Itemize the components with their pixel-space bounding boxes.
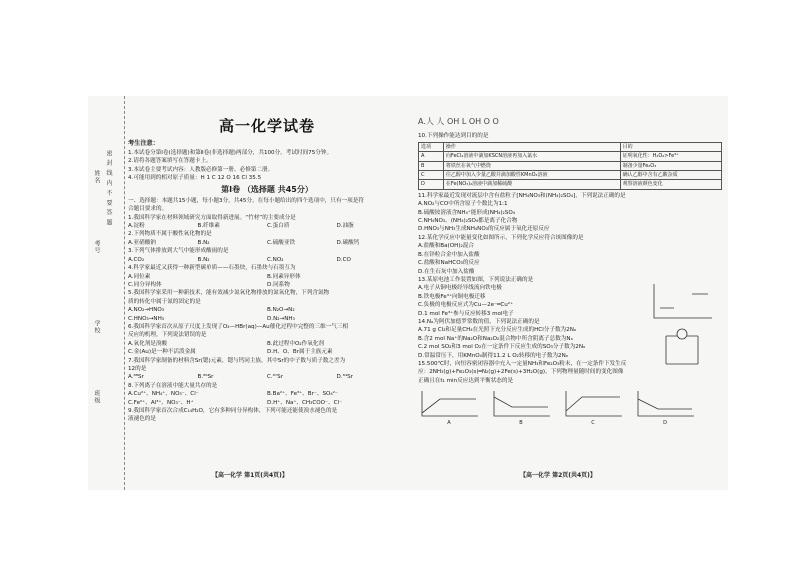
notice-line: 4.可能用到的相对原子质量：H 1 C 12 O 16 Cl 35.5 [128, 175, 262, 182]
option: B.N₂ [197, 256, 210, 263]
question-options [128, 239, 406, 247]
question-stem: 5.我国科学家采用一种新技术，能有效减少氮氧化物排放的氮氧化物，下列含氮物 [128, 290, 330, 297]
graph-c [562, 389, 624, 419]
notice-line: 2.请将各题答案填写在答题卡上。 [128, 158, 212, 165]
q14-line: C.2 mol SO₂和3 mol O₂在一定条件下反应生成的SO₃分子数为2Nₐ [418, 344, 586, 351]
question-stem: 12的是 [128, 365, 147, 372]
left-column [128, 112, 406, 424]
binding-text-seal: 密 封 线 内 不 要 答 题 [105, 150, 112, 227]
q11-line: 11.科学家最近发现对流层中含有盐粒子[NH₄NO₃和(NH₄)₂SO₄]，下列说法正确的是 [418, 192, 626, 199]
q12-line: C.盐酸和NaHCO₃的反应 [418, 260, 480, 267]
q11-line: D.HNO₃与NH₃生成NH₄NO₃的反应属于氧化还原反应 [418, 226, 550, 233]
graph-b [490, 389, 552, 419]
table-cell: D [419, 180, 444, 189]
graph-label: D [663, 420, 667, 427]
q12-line: B.在锌粒合金中加入盐酸 [418, 251, 480, 258]
table-cell: 制备少量Fe₂O₃ [620, 161, 721, 170]
option: B.此过程中O₂作氧化剂 [267, 340, 325, 347]
question-stem: 液褪色的是 [128, 416, 156, 423]
table-cell: 证明氧化性：H₂O₂>Fe³⁺ [620, 152, 721, 161]
instruction-line: 一、选择题：本题共15小题，每小题3分，共45分。在每小题给出的四个选项中，只有一项是符 [128, 197, 364, 204]
table-cell: 将铁丝在氧气中燃烧 [443, 161, 620, 170]
q11-line: A.NO₂与CO中所含原子个数比为1:1 [418, 201, 508, 208]
q14-line: 14.Nₐ为阿伏加德罗常数的值，下列说法正确的是 [418, 318, 540, 325]
q13-line: A.电子从铜电极经导线流向铁电极 [418, 285, 502, 292]
page-footer-right: 【高一化学 第2页(共4页)】 [520, 472, 596, 479]
question-options [128, 390, 406, 407]
option: D.同系物 [267, 281, 290, 288]
option: B.同素异形体 [267, 273, 301, 280]
graph-label: A [447, 420, 451, 427]
table-cell: C [419, 171, 444, 180]
option: A.NO₂→HNO₃ [128, 307, 165, 314]
right-column [418, 118, 722, 428]
notice-line: 3.本试卷主要考试内容：人教版必修第一册、必修第二册。 [128, 166, 274, 173]
q11-line: C.NH₄NO₃、(NH₄)₂SO₄都是离子化合物 [418, 218, 518, 225]
binding-text-name: 姓名 [93, 170, 100, 184]
question-stem: 9.我国科学家首次合成C₁₄H₂O，它有多种同分异构体，下列可能还能使溴水褪色的是 [128, 408, 338, 414]
q14-line: D.常温常压下，用KMnO₄制得11.2 L O₂转移的电子数为2Nₐ [418, 352, 568, 359]
structure-formulas: A.人 人 OH L OH O O [418, 117, 499, 126]
option: C.同分异构体 [128, 281, 162, 288]
q14-line: A.71 g Cl₂和足量CH₄在光照下充分反应生成的HCl分子数为2Nₐ [418, 327, 577, 334]
table-cell: 在Fe(NO₃)₂溶液中滴加稀硫酸 [443, 180, 620, 189]
q12-line: A.盐酸和Ba(OH)₂混合 [418, 243, 474, 250]
option: A.亚硝酸钠 [128, 239, 156, 246]
question-options [128, 306, 406, 323]
table-cell: 确认乙醇中含有乙酸杂质 [620, 171, 721, 180]
q15-line: 15.500℃时，向恒容密闭容器中充入一定量NH₃和Fe₂O₃粉末，在一定条件下发生反 [418, 360, 627, 367]
option: D.油脂 [336, 223, 354, 230]
q13-line: B.铁电极Fe³⁺向铜电极迁移 [418, 293, 486, 300]
table-row [419, 171, 722, 180]
question-options [128, 273, 406, 290]
option: A.Cu²⁺、NH₄⁺、NO₃⁻、Cl⁻ [128, 391, 199, 398]
q13-line: D.1 mol Fe³⁺参与反应转移3 mol电子 [418, 310, 514, 317]
option: C.硫酸亚铁 [267, 239, 296, 246]
q12-line: 12.某化学反应中能量变化如图所示，下列化学反应符合该图像的是 [418, 234, 584, 241]
galvanic-cell-diagram [660, 328, 704, 368]
question-stem: 4.科学家最近又获得一种新型碳单质——石墨炔，石墨炔与石墨互为 [128, 265, 296, 272]
option: A.氧化剂是溴酸 [128, 340, 168, 347]
exam-title: 高一化学试卷 [218, 117, 315, 135]
notice-line: 1.本试卷分第Ⅰ卷(选择题)和第Ⅱ卷(非选择题)两部分，共100分。考试时间75分钟。 [128, 149, 333, 156]
table-row [419, 142, 722, 151]
option: D.CO [336, 256, 351, 263]
option: A.CO₂ [128, 256, 145, 263]
page-footer-left: 【高一化学 第1页(共4页)】 [212, 472, 288, 479]
q11-line: B.硫酸铵溶液含NH₄⁺能形成(NH₄)₂SO₄ [418, 209, 515, 216]
option: B.Ba²⁺、Fe³⁺、Br⁻、SO₄²⁻ [267, 391, 338, 398]
option: C.金(Au)是一种不活泼金属 [128, 349, 196, 356]
graph-label: B [519, 420, 523, 427]
question-options [128, 256, 406, 264]
option: A.⁸⁸Sr [128, 374, 144, 381]
question-stem: 10.下列操作能达到目的的是 [418, 133, 489, 140]
table-cell: 向FeCl₂溶液中滴加KSCN溶液再加入氯水 [443, 152, 620, 161]
question-options [128, 373, 406, 381]
instruction-line: 合题目要求的。 [128, 206, 168, 213]
q13-line: C.负极的电极反应式为Cu—2e⁻═Cu²⁺ [418, 302, 514, 309]
q15-graphs [418, 389, 722, 419]
question-stem: 质的转化中属于氮的固定的是 [128, 298, 201, 305]
option: B.⁸⁶Sr [197, 374, 214, 381]
table-cell: 目的 [620, 142, 721, 151]
option: D.N₂→NH₃ [267, 315, 295, 322]
option: D.H、O、Br属于主族元素 [267, 349, 333, 356]
table-cell: B [419, 161, 444, 170]
question-stem: 3.下列气体排放到大气中能形成酸雨的是 [128, 248, 229, 255]
notice-title: 考生注意： [128, 140, 159, 148]
table-row [419, 161, 722, 170]
graph-labels [418, 419, 722, 427]
q12-line: D.在生石灰中加入盐酸 [418, 268, 475, 275]
q15-line: 正确且在t₁ min反应达到平衡状态的是 [418, 377, 514, 384]
binding-text-school: 学校 [93, 320, 100, 334]
option: D.H⁺、Na⁺、CH₃COO⁻、Cl⁻ [267, 399, 343, 406]
energy-diagram [650, 282, 716, 322]
q10-table [418, 142, 722, 190]
q15-line: 应：2NH₃(g)+Fe₂O₃(s)═N₂(g)+2Fe(s)+3H₂O(g)，下列物理量随时间的变化图像 [418, 369, 624, 376]
graph-a [418, 389, 480, 419]
option: C.NO₂ [267, 256, 284, 263]
option: C.⁸⁷Sr [267, 374, 284, 381]
question-options [128, 340, 406, 357]
table-cell: 观察溶液颜色变化 [620, 180, 721, 189]
table-row [419, 152, 722, 161]
option: C.Fe²⁺、Al³⁺、NO₃⁻、H⁺ [128, 399, 194, 406]
section-heading: 第Ⅰ卷 （选择题 共45分） [221, 185, 313, 195]
question-stem: 8.下列离子在溶液中能大量共存的是 [128, 382, 218, 389]
question-stem: 反应的机理，下列说法错误的是 [128, 332, 207, 339]
option: D.碳酸钙 [336, 239, 360, 246]
option: B.纤维素 [197, 223, 220, 230]
question-stem: 7.我国科学家制备的材料含Sr(锶)元素，锶与钙同主族，其中Sr的中子数与质子数之差为 [128, 357, 346, 364]
option: C.蛋白质 [267, 223, 290, 230]
option: B.N₂O→N₂ [267, 307, 295, 314]
table-cell: 操作 [443, 142, 620, 151]
option: C.HNO₃→NH₃ [128, 315, 165, 322]
q14-line: B.含2 mol Na⁺的Na₂O和Na₂O₂混合物中所含阴离子总数为Nₐ [418, 335, 573, 342]
question-stem: 2.下列物质不属于酸性氧化物的是 [128, 231, 212, 238]
q13-line: 13.某原电池工作装置如图，下列说法正确的是 [418, 276, 534, 283]
question-options [128, 222, 406, 230]
table-cell: 选项 [419, 142, 444, 151]
option: B.N₂ [197, 239, 210, 246]
question-stem: 1.我国科学家在材料领域研究方面取得新进展。“竹材”的主要成分是 [128, 214, 296, 221]
binding-text-class: 班级 [93, 390, 100, 404]
table-cell: 往乙醇中加入少量乙酸并滴加酸性KMnO₄溶液 [443, 171, 620, 180]
question-stem: 6.我国科学家首次从原子尺度上发现了O₂—HBr(aq)—Au催化过程中完整的三维一气三相 [128, 323, 349, 330]
table-cell: A [419, 152, 444, 161]
table-row [419, 180, 722, 189]
graph-label: C [591, 420, 595, 427]
option: A.同位素 [128, 273, 151, 280]
binding-text-id: 考号 [93, 240, 100, 254]
option: A.淀粉 [128, 223, 145, 230]
option: D.⁸⁴Sr [336, 374, 353, 381]
graph-d [634, 389, 696, 419]
